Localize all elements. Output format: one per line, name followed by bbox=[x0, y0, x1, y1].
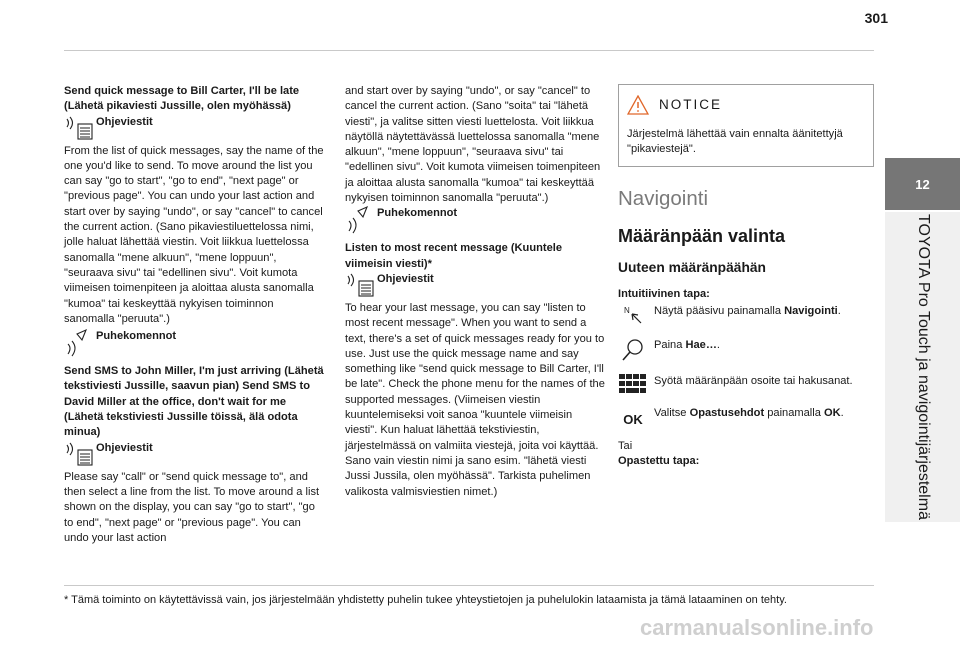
ok-button-label: OK bbox=[823, 406, 841, 419]
tip-label: Ohjeviestit bbox=[377, 272, 434, 285]
step-text: Näytä pääsivu painamalla Navigointi. bbox=[654, 304, 841, 317]
step-keyboard bbox=[618, 374, 874, 394]
voice-command-sms: Send SMS to John Miller, I'm just arriving (Lähetä tekstiviesti Jussille, saavun pian) Send SMS to David Miller at the office, don't wait for me (Lähetä tekstiviesti Jussille töissä, älä odota minua) bbox=[64, 365, 324, 439]
column-1 bbox=[64, 84, 326, 546]
footnote: * Tämä toiminto on käytettävissä vain, jos järjestelmään yhdistetty puhelin tukee yhteystietojen ja puhelulokin lataamista ja tämä lataaminen on tehty. bbox=[64, 594, 787, 606]
subsection-heading: Määränpään valinta bbox=[618, 225, 786, 246]
chapter-tab-number[interactable]: 12 bbox=[885, 158, 960, 210]
step-icon-box bbox=[618, 406, 648, 427]
method-label: Opastettu tapa: bbox=[618, 455, 700, 468]
step-icon-box bbox=[618, 338, 648, 362]
voice-command-icon bbox=[345, 205, 375, 235]
step-text: Syötä määränpään osoite tai hakusanat. bbox=[654, 374, 853, 387]
search-icon bbox=[621, 338, 645, 362]
tip-row bbox=[345, 206, 607, 235]
tip-label: Puhekomennot bbox=[96, 330, 177, 343]
notice-box bbox=[618, 84, 874, 167]
method-label: Intuitiivinen tapa: bbox=[618, 287, 710, 300]
column-2 bbox=[345, 84, 607, 500]
voice-command-icon bbox=[64, 328, 94, 358]
body-text: To hear your last message, you can say "listen to most recent message". When you want to send a text, there's a set of quick messages ready for you to use. Just use the quick message name and say something like "send quick message to Bill Carter, I'll be late". Check the phone menu for the names of the supported messages. (Viimeisen viestin kuuntelemiseksi voit sanoa "kuuntele viimeisin viesti". Kun haluat lähettää tekstiviestin, järjestelmässä on valmiita viestejä, joita voi käyttää. Sano vain viestin nimi ja sano esim. "lähetä viesti Jussi Jussila, olen myöhässä". Tarkista puhelimen valikosta valmisviestien nimet.) bbox=[345, 301, 605, 498]
search-button-label: Hae… bbox=[685, 338, 717, 351]
svg-text:N: N bbox=[624, 305, 630, 315]
voice-messages-icon bbox=[64, 440, 94, 470]
navigation-compass-icon bbox=[622, 304, 644, 326]
voice-messages-icon bbox=[345, 271, 375, 301]
step-icon-box bbox=[618, 374, 648, 394]
page-number: 301 bbox=[864, 10, 888, 26]
warning-icon bbox=[627, 95, 649, 115]
voice-command-quick-message: Send quick message to Bill Carter, I'll be late (Lähetä pikaviesti Jussille, olen myöhässä) bbox=[64, 85, 300, 113]
body-text: Please say "call" or "send quick message to", and then select a line from the list. To move around a list shown on the display, you can say "go to start", "go to end", "next page" or "previous page". You can undo your last action bbox=[64, 470, 320, 544]
sub-subsection-heading: Uuteen määränpäähän bbox=[618, 259, 766, 275]
body-text: From the list of quick messages, say the name of the one you'd like to send. To move around the list you can say "go to start", "go to end", "next page" or "previous page". You can undo your last action and start over by saying "undo", or say "cancel" to cancel the current action. (Sano pikaviestiluettelossa nimi, jolle haluat lähettää viestin. Voit liikkua luettelossa sanomalla "mene alkuun", "mene loppuun", "seuraava sivu" tai "edellinen sivu". Voit kumota viimeisen toimenpiteen ja aloittaa alusta sanomalla "kumoa" tai keskeyttää nykyisen toiminnon sanomalla "peruuta".) bbox=[64, 144, 324, 325]
voice-messages-icon bbox=[64, 114, 94, 144]
tip-row bbox=[64, 441, 326, 470]
or-text: Tai bbox=[618, 440, 633, 453]
voice-command-listen: Listen to most recent message (Kuuntele viimeisin viesti)* bbox=[345, 242, 562, 270]
tip-row bbox=[64, 115, 326, 144]
footnote-rule bbox=[64, 585, 874, 586]
keyboard-icon bbox=[619, 374, 647, 394]
header-rule bbox=[64, 50, 874, 51]
body-text: and start over by saying "undo", or say "cancel" to cancel the current action. (Sano "soita" tai "lähetä viesti", ja valitse sitten viesti luettelosta. Voit liikkua näytöllä näytettävässä luettelossa sanomalla "mene alkuun", "mene loppuun", "seuraava sivu" tai "edellinen sivu". Voit kumota viimeisen toimenpiteen ja aloittaa alusta sanomalla "kumoa" tai keskeyttää nykyisen toiminnon sanomalla "peruuta".) bbox=[345, 85, 601, 205]
chapter-tab-title bbox=[885, 212, 960, 522]
section-heading-navigation: Navigointi bbox=[618, 186, 709, 210]
ok-icon: OK bbox=[623, 411, 643, 427]
step-navigation bbox=[618, 304, 874, 326]
watermark: carmanualsonline.info bbox=[640, 615, 874, 640]
notice-text: Järjestelmä lähettää vain ennalta äänitettyjä "pikaviestejä". bbox=[627, 128, 843, 156]
notice-header bbox=[627, 95, 865, 115]
tip-label: Ohjeviestit bbox=[96, 115, 153, 128]
guidance-options-label: Opastusehdot bbox=[689, 406, 765, 419]
notice-title: NOTICE bbox=[659, 97, 723, 113]
navigation-button-label: Navigointi bbox=[784, 304, 838, 317]
tip-label: Puhekomennot bbox=[377, 207, 458, 220]
tip-row bbox=[345, 272, 607, 301]
chapter-title-text: TOYOTA Pro Touch ja navigointijärjestelmä bbox=[914, 214, 932, 520]
step-search bbox=[618, 338, 874, 362]
column-3 bbox=[618, 84, 874, 470]
step-ok bbox=[618, 406, 874, 427]
tip-label: Ohjeviestit bbox=[96, 441, 153, 454]
step-icon-box bbox=[618, 304, 648, 326]
step-text: Valitse Opastusehdot painamalla OK. bbox=[654, 406, 844, 419]
tip-row bbox=[64, 329, 326, 358]
step-text: Paina Hae…. bbox=[654, 338, 721, 351]
